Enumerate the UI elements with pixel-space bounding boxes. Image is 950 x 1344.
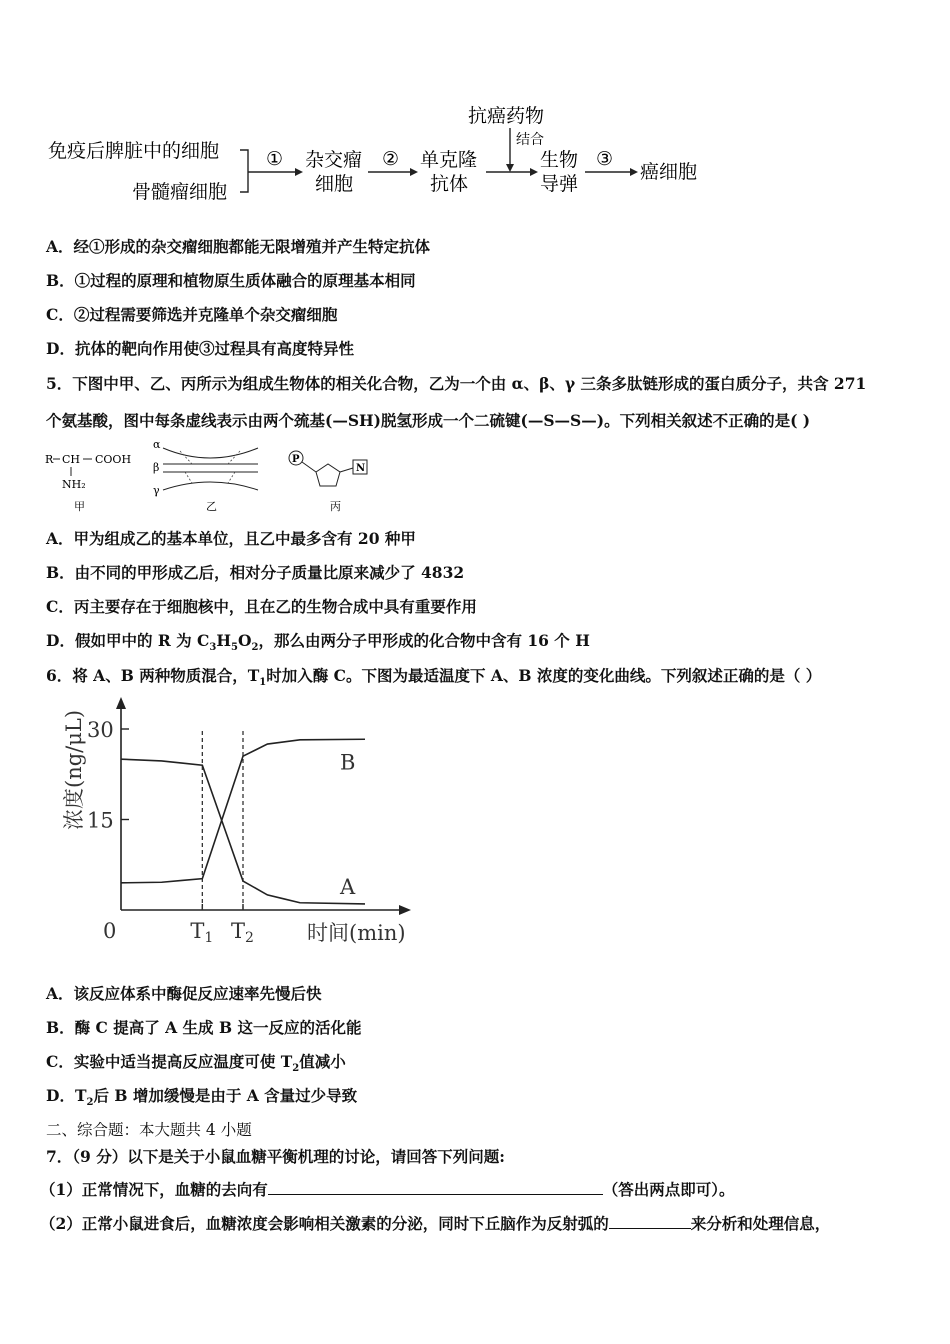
x-tick-label-T1: T1: [190, 919, 214, 946]
q4-option-a: A．经①形成的杂交瘤细胞都能无限增殖并产生特定抗体: [46, 237, 431, 256]
y-tick-label-15: 15: [87, 808, 114, 833]
flow-node1b: 细胞: [315, 173, 354, 195]
q6-option-c: C．实验中适当提高反应温度可使 $T_2$值减小: [46, 1052, 346, 1075]
flow-src2: 骨髓瘤细胞: [132, 181, 228, 203]
q7-part1-blank[interactable]: [268, 1180, 603, 1195]
fig-pentose: [316, 464, 340, 486]
fig-gamma: γ: [153, 484, 160, 497]
fig-label-yi: 乙: [206, 500, 217, 513]
q7-part1: （1）正常情况下，血糖的去向有 （答出两点即可）。: [40, 1180, 735, 1199]
flow-node2a: 单克隆: [420, 149, 478, 171]
y-tick-label-30: 30: [87, 718, 114, 742]
q5-figure: [40, 438, 370, 518]
fig-label-bing: 丙: [330, 500, 341, 513]
q4-option-b: B．①过程的原理和植物原生质体融合的原理基本相同: [46, 271, 416, 290]
flow-arrowhead-2: [410, 168, 418, 176]
q5-option-b: B．由不同的甲形成乙后，相对分子质量比原来减少了 4832: [46, 563, 465, 582]
curve-label-B: B: [340, 750, 356, 775]
q5-stem-line1: 5．下图中甲、乙、丙所示为组成生物体的相关化合物，乙为一个由 α、β、γ 三条多肽链形成的蛋白质分子，共含 271: [46, 374, 867, 393]
y-axis-label: 浓度(ng/μL): [62, 709, 86, 830]
q6-option-a: A．该反应体系中酶促反应速率先慢后快: [46, 984, 322, 1003]
x-tick-label-0: 0: [103, 919, 117, 943]
flow-drug: 抗癌药物: [468, 105, 545, 127]
fig-r: R: [45, 453, 54, 466]
flow-step2: ②: [382, 148, 400, 170]
flow-node1a: 杂交瘤: [305, 149, 363, 171]
q5-option-a: A．甲为组成乙的基本单位，且乙中最多含有 20 种甲: [46, 529, 416, 548]
q6-option-b: B．酶 C 提高了 A 生成 B 这一反应的活化能: [46, 1018, 362, 1037]
x-axis-label: 时间(min): [307, 921, 406, 945]
fig-ch: CH: [62, 453, 81, 466]
flow-diagram: [40, 100, 720, 210]
fig-alpha: α: [153, 438, 161, 451]
fig-p: P: [292, 454, 300, 465]
flow-bracket: [240, 150, 248, 192]
x-axis-arrow: [399, 905, 411, 915]
flow-diagram-svg: [40, 100, 720, 210]
flow-arrowhead-4: [630, 168, 638, 176]
q4-option-d: D．抗体的靶向作用使③过程具有高度特异性: [46, 339, 354, 358]
x-tick-label-T2: T2: [231, 919, 254, 946]
fig-chain-gamma: [163, 482, 258, 490]
q7-stem: 7．（9 分）以下是关于小鼠血糖平衡机理的讨论，请回答下列问题:: [46, 1147, 505, 1166]
flow-step3: ③: [596, 148, 614, 170]
curve-label-A: A: [340, 874, 356, 899]
q6-chart-svg: [55, 695, 425, 955]
q4-option-c: C．②过程需要筛选并克隆单个杂交瘤细胞: [46, 305, 338, 324]
q6-stem: 6．将 A、B 两种物质混合，$T_1$时加入酶 C。下图为最适温度下 A、B 浓度的变化曲线。下列叙述正确的是（ ）: [46, 666, 822, 689]
flow-node3a: 生物: [540, 149, 579, 171]
fig-chain-alpha: [163, 448, 258, 458]
flow-target: 癌细胞: [640, 161, 698, 183]
fig-label-jia: 甲: [74, 500, 85, 513]
fig-cooh: COOH: [95, 453, 132, 466]
q5-stem-line2: 个氨基酸，图中每条虚线表示由两个巯基(—SH)脱氢形成一个二硫键(—S—S—)。下列相关叙述不正确的是( ): [46, 411, 811, 430]
q6-chart: [55, 695, 425, 955]
y-axis-arrow: [116, 697, 126, 709]
flow-drug-arrowhead: [506, 164, 514, 172]
q5-option-c: C．丙主要存在于细胞核中，且在乙的生物合成中具有重要作用: [46, 597, 477, 616]
section-heading: 二、综合题：本大题共 4 小题: [46, 1121, 252, 1139]
flow-arrowhead-3: [530, 168, 538, 176]
fig-nh2: NH₂: [62, 478, 86, 491]
q5-figure-svg: [40, 438, 370, 518]
fig-beta: β: [153, 461, 160, 474]
q7-part2: （2）正常小鼠进食后，血糖浓度会影响相关激素的分泌，同时下丘脑作为反射弧的 来分析和处理信息，: [40, 1214, 831, 1233]
flow-node2b: 抗体: [430, 173, 469, 195]
flow-node3b: 导弹: [540, 173, 579, 195]
q6-option-d: D．$T_2$后 B 增加缓慢是由于 A 含量过少导致: [46, 1086, 358, 1109]
fig-n: N: [356, 463, 366, 474]
flow-src1: 免疫后脾脏中的细胞: [48, 140, 220, 162]
q7-part2-blank[interactable]: [609, 1214, 691, 1229]
flow-step1: ①: [266, 148, 284, 170]
q5-option-d: D．假如甲中的 R 为 $C_3H_5O_2$，那么由两分子甲形成的化合物中含有 16 个 H: [46, 631, 590, 654]
flow-bind: 结合: [516, 132, 544, 148]
flow-arrowhead-1: [295, 168, 303, 176]
